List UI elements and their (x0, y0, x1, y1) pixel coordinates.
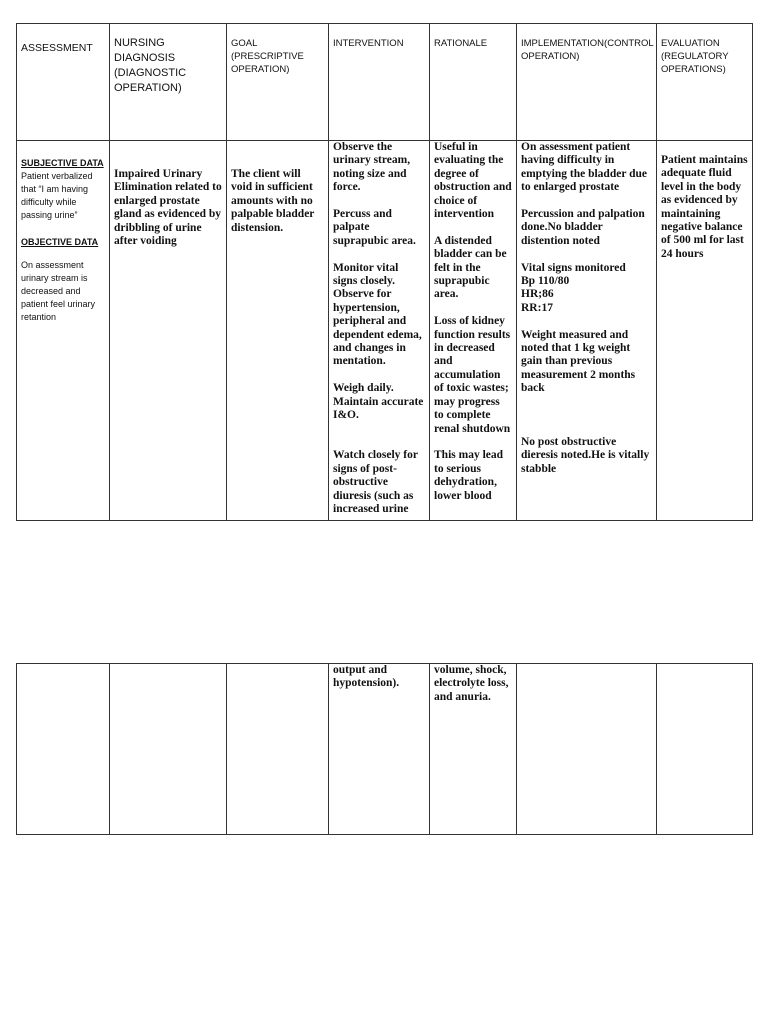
rationale-cell (430, 141, 517, 521)
header-goal: GOAL (PRESCRIPTIVE OPERATION) (227, 24, 329, 141)
rationale-item: A distended bladder can be felt in the suprapubic area. (434, 234, 507, 301)
implementation-item: No post obstructive dieresis noted.He is vitally stabble (521, 435, 650, 475)
objective-data-heading: OBJECTIVE DATA (21, 237, 99, 247)
rationale-item: This may lead to serious dehydration, lower blood (434, 449, 504, 502)
header-intervention: INTERVENTION (329, 24, 430, 141)
goal-cell: The client will void in sufficient amounts with no palpable bladder distension. (227, 141, 329, 521)
continued-intervention-cell: output and hypotension). (329, 664, 430, 835)
header-row (17, 24, 753, 141)
subjective-data-text: Patient verbalized that “I am having difficulty while passing urine” (21, 171, 93, 220)
rationale-item: Loss of kidney function results in decreased and accumulation of toxic wastes; may progress to complete renal shutdown (434, 315, 511, 435)
implementation-item: Weight measured and noted that 1 kg weight gain than previous measurement 2 months back (521, 328, 636, 395)
continued-rationale-cell: volume, shock, electrolyte loss, and anuria. (430, 664, 517, 835)
subjective-data-heading: SUBJECTIVE DATA (21, 158, 104, 168)
intervention-item: Observe the urinary stream, noting size and force. (333, 141, 411, 194)
header-rationale: RATIONALE (430, 24, 517, 141)
nursing-diagnosis-cell: Impaired Urinary Elimination related to enlarged prostate gland as evidenced by dribbling of urine after voiding (110, 141, 227, 521)
evaluation-cell: Patient maintains adequate fluid level in the body as evidenced by maintaining negative balance of 500 ml for last 24 hours (657, 141, 753, 521)
implementation-item: Vital signs monitored Bp 110/80 HR;86 RR:17 (521, 261, 626, 314)
continued-evaluation-cell (657, 664, 753, 835)
implementation-item: Percussion and palpation done.No bladder distention noted (521, 208, 645, 247)
intervention-cell (329, 141, 430, 521)
content-row (17, 141, 753, 521)
header-implementation: IMPLEMENTATION(CONTROL OPERATION) (517, 24, 657, 141)
header-assessment: ASSESSMENT (17, 24, 110, 141)
objective-data-text: On assessment urinary stream is decreased and patient feel urinary retantion (21, 260, 96, 322)
continued-implementation-cell (517, 664, 657, 835)
continued-assessment-cell (17, 664, 110, 835)
assessment-cell (17, 141, 110, 521)
care-plan-table-continued (16, 663, 753, 835)
continuation-row (17, 664, 753, 835)
header-evaluation: EVALUATION (REGULATORY OPERATIONS) (657, 24, 753, 141)
intervention-item: Percuss and palpate suprapubic area. (333, 208, 416, 247)
intervention-item: Watch closely for signs of post-obstructive diuresis (such as increased urine (333, 449, 418, 515)
rationale-item: Useful in evaluating the degree of obstruction and choice of intervention (434, 141, 512, 221)
header-nursing-diagnosis: NURSING DIAGNOSIS (DIAGNOSTIC OPERATION) (110, 24, 227, 141)
continued-diagnosis-cell (110, 664, 227, 835)
intervention-item: Monitor vital signs closely. Observe for hypertension, peripheral and dependent edema, and changes in mentation. (333, 261, 422, 368)
implementation-cell (517, 141, 657, 521)
intervention-item: Weigh daily. Maintain accurate I&O. (333, 382, 424, 422)
implementation-item: On assessment patient having difficulty in emptying the bladder due to enlarged prostate (521, 141, 647, 194)
care-plan-table (16, 23, 753, 521)
continued-goal-cell (227, 664, 329, 835)
